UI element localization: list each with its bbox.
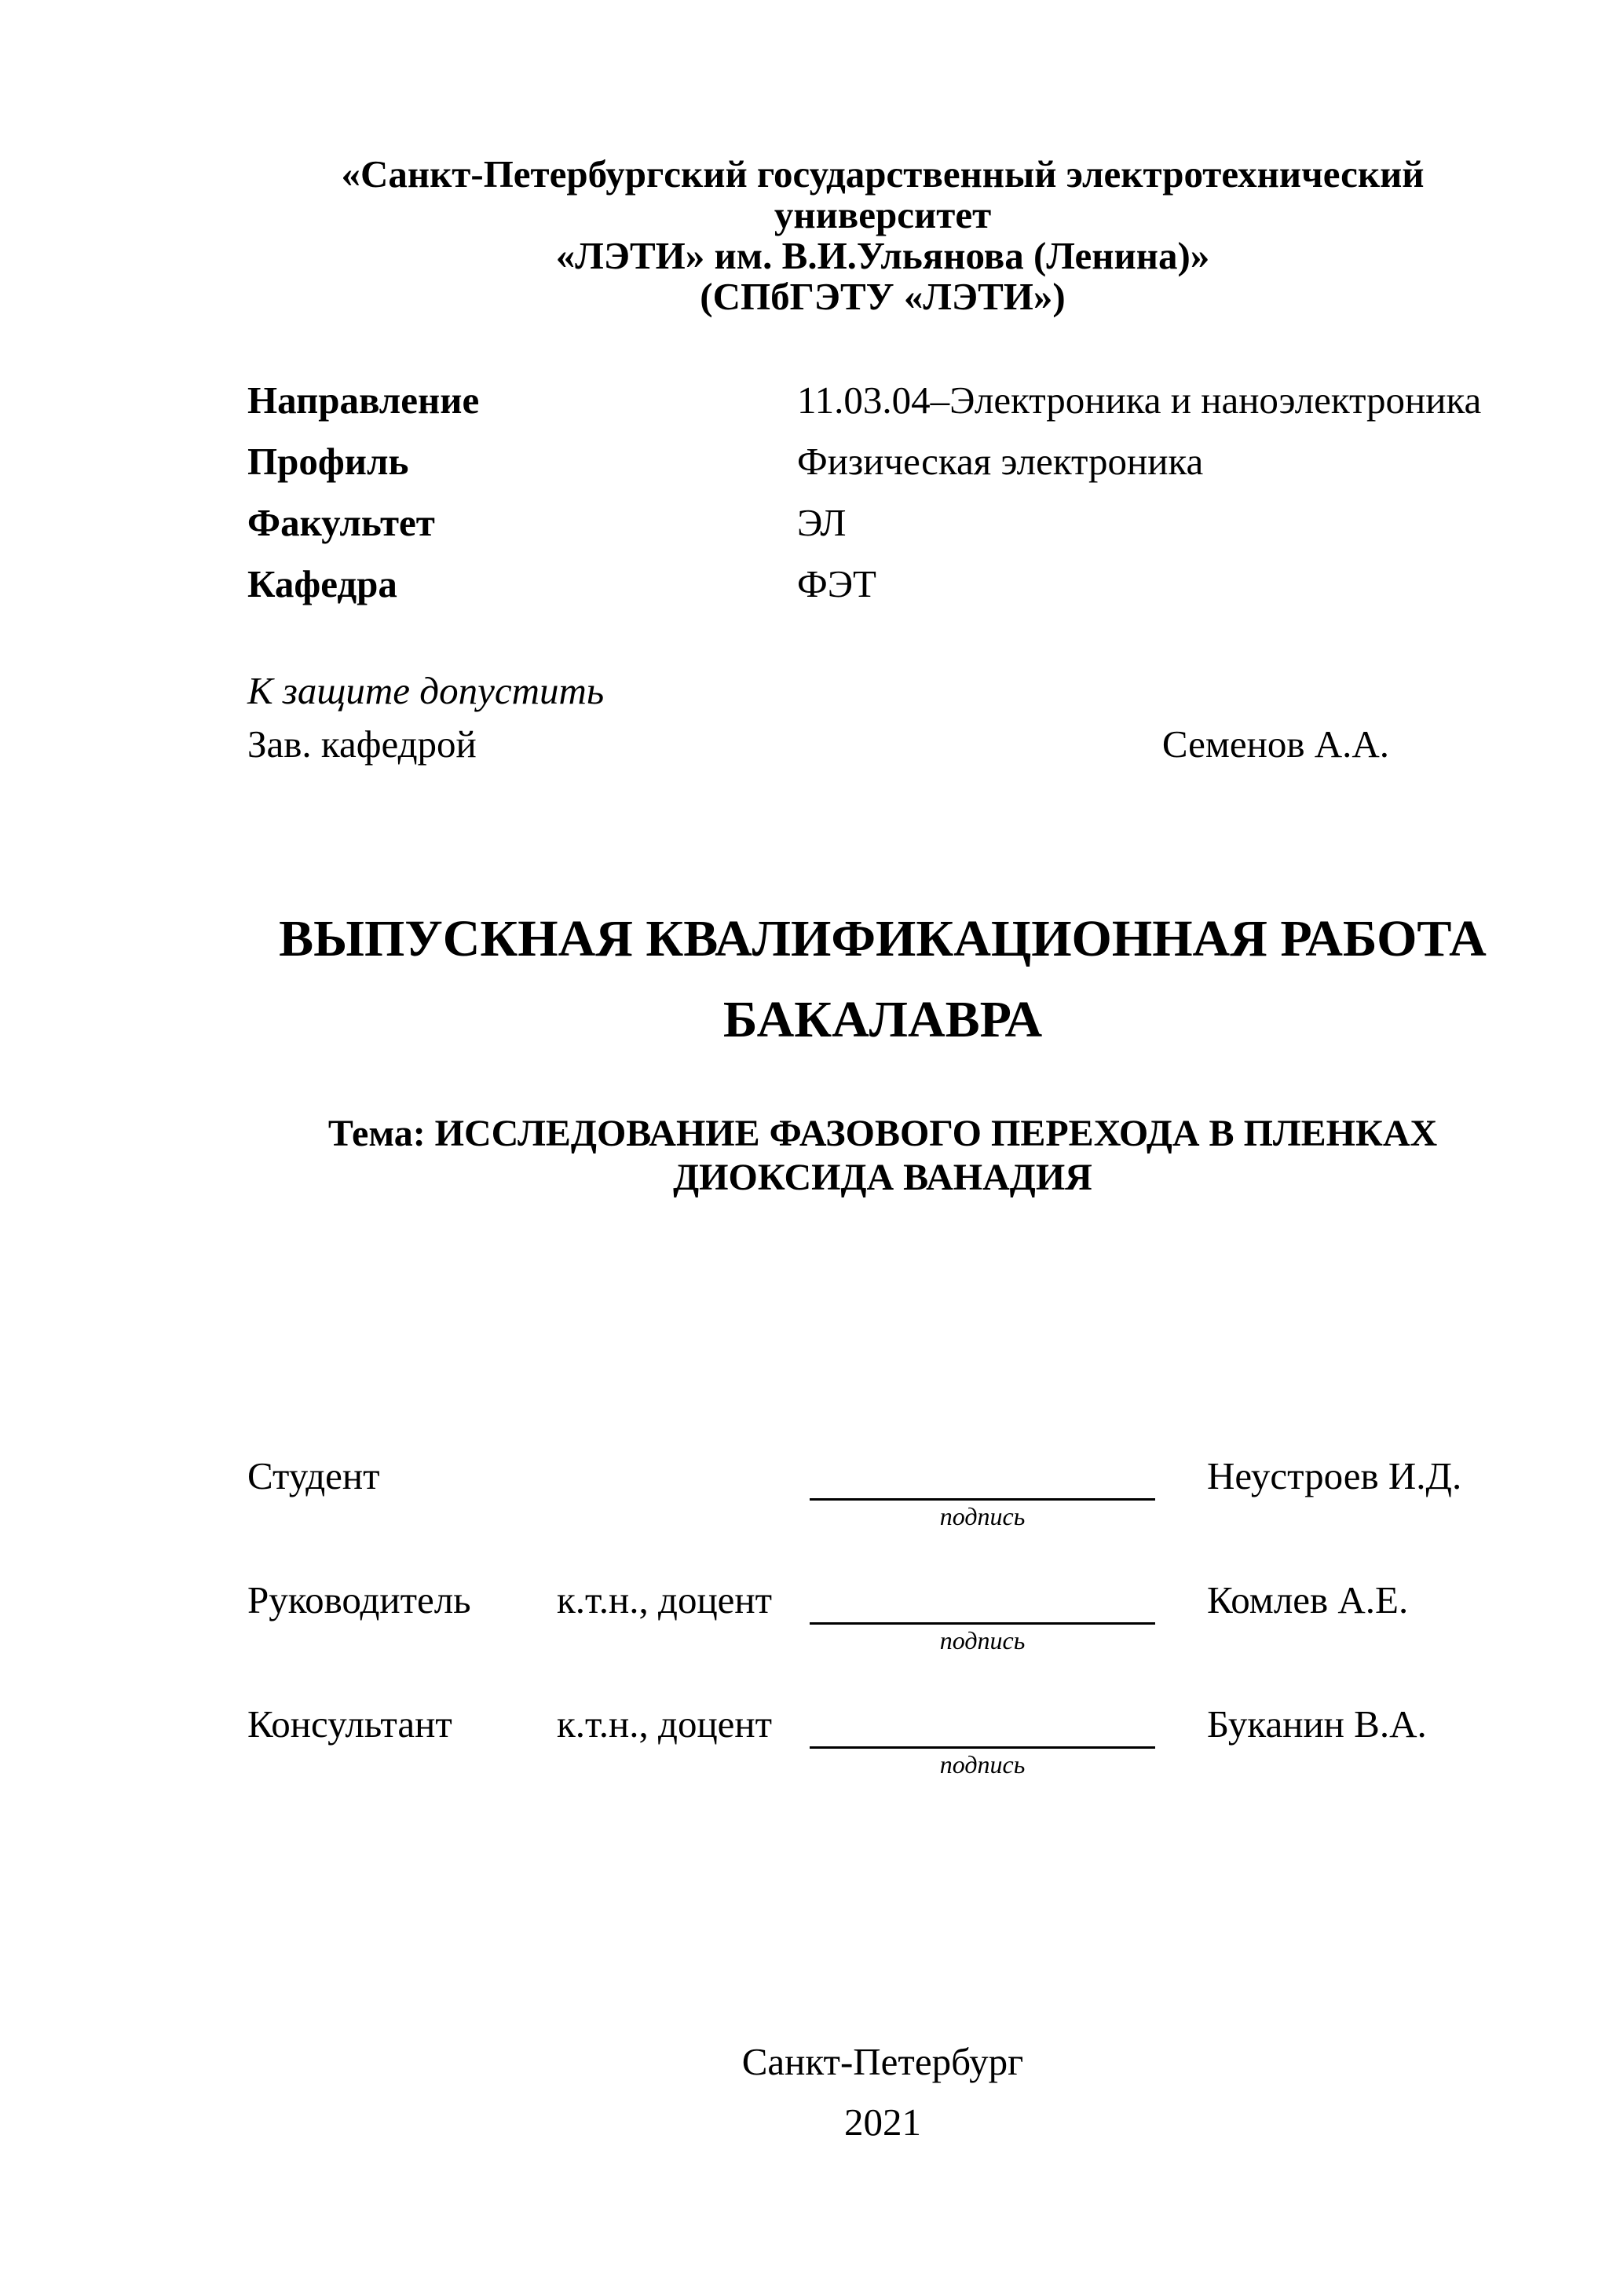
field-value: ЭЛ [797, 501, 847, 544]
signature-block [247, 1454, 1518, 1780]
signature-line [810, 1702, 1155, 1749]
field-label: Факультет [247, 501, 435, 544]
university-abbreviation: (СПбГЭТУ «ЛЭТИ») [700, 275, 1066, 318]
field-row-direction [247, 378, 1518, 422]
signature-degree: к.т.н., доцент [557, 1702, 773, 1746]
university-name-line-2: «ЛЭТИ» им. В.И.Ульянова (Ленина)» [555, 234, 1210, 277]
footer-city: Санкт-Петербург [741, 2040, 1024, 2083]
field-value: 11.03.04–Электроника и наноэлектроника [797, 378, 1482, 422]
department-head-label: Зав. кафедрой [247, 722, 477, 766]
signature-line [810, 1578, 1155, 1625]
field-value: ФЭТ [797, 562, 876, 605]
field-row-profile [247, 442, 1518, 481]
signature-row-student [247, 1454, 1518, 1532]
field-value: Физическая электроника [797, 440, 1204, 483]
program-fields [247, 378, 1518, 605]
signature-degree: к.т.н., доцент [557, 1578, 773, 1621]
signature-row-consultant [247, 1702, 1518, 1780]
university-header [247, 0, 1518, 317]
signature-line-wrap [810, 1454, 1155, 1532]
signature-degree [557, 1454, 810, 1532]
field-row-department [247, 562, 1518, 605]
signature-name: Неустроев И.Д. [1207, 1454, 1462, 1497]
field-label: Профиль [247, 440, 409, 483]
signature-role: Студент [247, 1454, 380, 1497]
thesis-title [247, 898, 1518, 1060]
signature-caption: подпись [939, 1750, 1026, 1779]
signature-caption: подпись [939, 1626, 1026, 1654]
thesis-topic: Тема: ИССЛЕДОВАНИЕ ФАЗОВОГО ПЕРЕХОДА В ПЛЕНКАХ ДИОКСИДА ВАНАДИЯ [327, 1113, 1438, 1198]
signature-name: Комлев А.Е. [1207, 1578, 1409, 1621]
signature-line-wrap [810, 1702, 1155, 1780]
signature-name: Буканин В.А. [1207, 1702, 1427, 1746]
signature-line-wrap [810, 1578, 1155, 1656]
field-label: Направление [247, 378, 480, 422]
signature-caption: подпись [939, 1502, 1026, 1530]
department-head-row [247, 722, 1518, 766]
field-label: Кафедра [247, 562, 397, 605]
signature-row-supervisor [247, 1578, 1518, 1656]
signature-role: Консультант [247, 1702, 452, 1746]
university-name-line-1: «Санкт-Петербургский государственный электротехнический университет [341, 152, 1425, 236]
admission-note: К защите допустить [247, 669, 605, 712]
footer-year: 2021 [844, 2100, 921, 2144]
field-row-faculty [247, 503, 1518, 542]
signature-role: Руководитель [247, 1578, 471, 1621]
department-head-name: Семенов А.А. [1161, 722, 1389, 766]
footer [247, 2031, 1518, 2152]
signature-line [810, 1454, 1155, 1501]
thesis-title-line-1: ВЫПУСКНАЯ КВАЛИФИКАЦИОННАЯ РАБОТА [279, 910, 1487, 967]
thesis-title-line-2: БАКАЛАВРА [722, 991, 1043, 1048]
